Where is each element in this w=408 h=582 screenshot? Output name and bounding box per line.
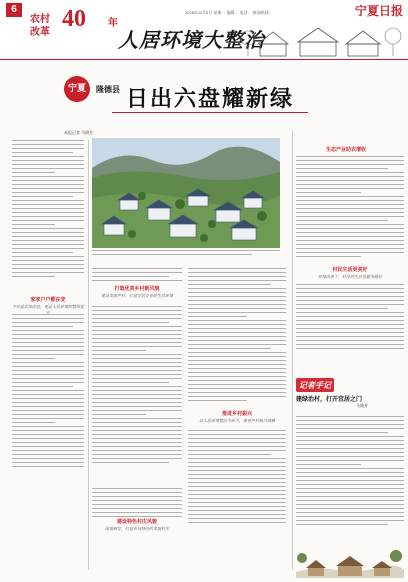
anniv-line1: 农村 bbox=[30, 14, 50, 25]
anniv-line2: 改革 bbox=[30, 27, 50, 38]
village-photo bbox=[92, 138, 280, 248]
byline: 本报记者 马晓芳 bbox=[64, 130, 94, 135]
notes-title: 建绿治村，打开宜居之门 bbox=[296, 396, 363, 403]
column-divider bbox=[88, 140, 89, 570]
subhead-4: 推进乡村振兴 bbox=[221, 411, 252, 417]
photo-caption bbox=[92, 250, 280, 264]
masthead: 宁夏日报 bbox=[355, 4, 404, 18]
headline-rule bbox=[112, 112, 308, 113]
subhead-5: 村民生活更美好 bbox=[332, 267, 368, 273]
notes-author: 马晓芳 bbox=[356, 403, 368, 408]
notes-tag: 记者手记 bbox=[296, 378, 334, 392]
page-banner bbox=[0, 0, 408, 60]
anniv-suffix: 年 bbox=[108, 18, 118, 29]
subhead-1-desc: 不仅是农房改造，更是人居环境的整体提升 bbox=[12, 304, 84, 315]
article-column-1 bbox=[12, 140, 84, 560]
subhead-3: 建设特色村庄风貌 bbox=[116, 519, 157, 525]
anniversary-logo bbox=[30, 6, 120, 36]
page-number: 6 bbox=[6, 3, 22, 17]
subhead-2: 打造优美乡村新风貌 bbox=[114, 286, 160, 292]
subhead-3-desc: 因地制宜，打造各具特色的美丽村庄 bbox=[105, 526, 169, 531]
column-divider-right bbox=[292, 130, 293, 570]
column-location: 隆德县 bbox=[96, 84, 120, 94]
banner-divider bbox=[0, 59, 408, 60]
subhead-4-desc: 以人居环境整治为抓手，推进乡村振兴战略 bbox=[199, 418, 275, 423]
header-meta: 2018年11月5日 星期一 编辑： 电话： 新闻热线： bbox=[185, 10, 273, 15]
calligraphy-title: 人居环境大整治 bbox=[118, 28, 265, 52]
village-sketch-image bbox=[238, 14, 408, 58]
column-tag: 宁夏 bbox=[64, 76, 90, 102]
subhead-2-desc: 建设美丽乡村，打造宜居宜业的生活环境 bbox=[101, 293, 173, 298]
article-column-4 bbox=[296, 156, 404, 374]
notes-body bbox=[296, 416, 404, 532]
village-footer-sketch bbox=[296, 536, 404, 578]
subhead-5-desc: 环境改善了，村民的生活也越来越好 bbox=[318, 274, 382, 279]
anniv-number: 40 bbox=[62, 6, 86, 32]
sidebox-title: 生态产业助农增收 bbox=[325, 147, 366, 153]
subhead-1: 家家户户都在变 bbox=[30, 297, 66, 303]
headline: 日出六盘耀新绿 bbox=[125, 86, 294, 112]
reporter-notes bbox=[296, 378, 404, 412]
